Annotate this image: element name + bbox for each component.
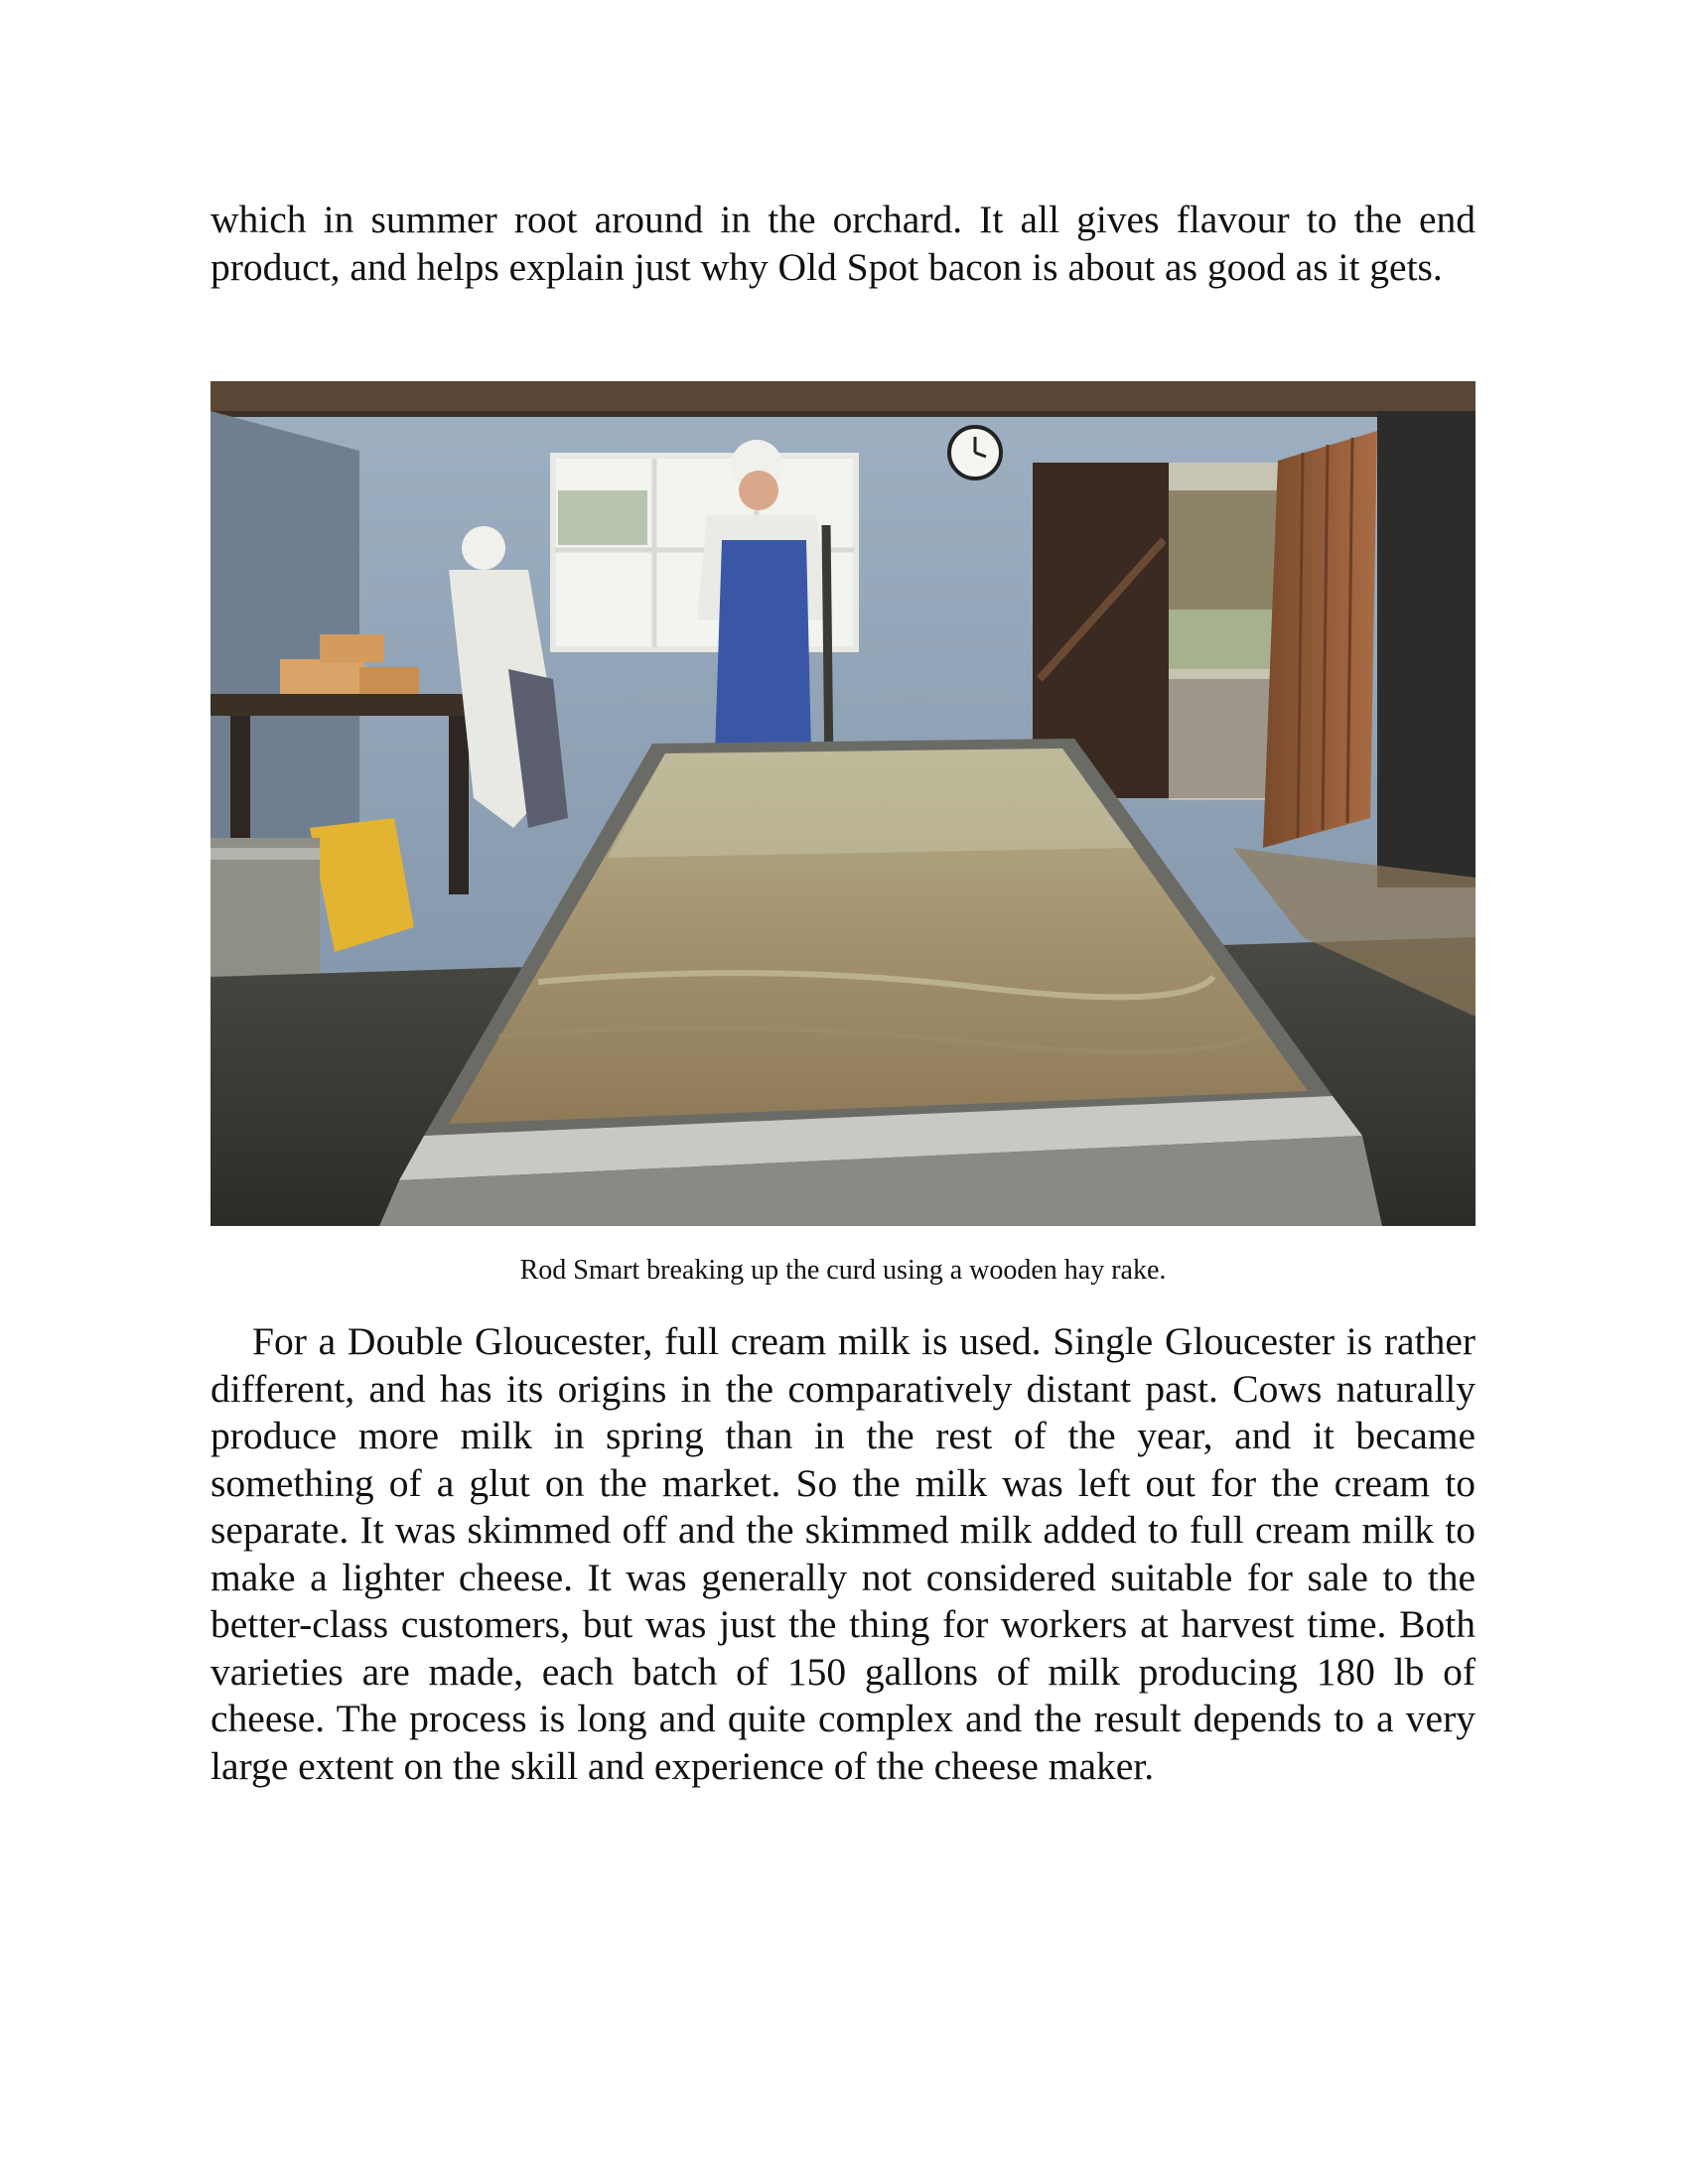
figure-caption: Rod Smart breaking up the curd using a wooden hay rake. [519,1255,1167,1286]
paragraph-bottom: For a Double Gloucester, full cream milk is used. Single Gloucester is rather different, and has its origins in the comparatively distant past. Cows naturally produce more milk in spring than in the rest of the year, and it became something of a glut on the market. So the milk was left out for the cream to separate. It was skimmed off and the skimmed milk added to full cream milk to make a lighter cheese. It was generally not considered suitable for sale to the better-class customers, but was just the thing for workers at harvest time. Both varieties are made, each batch of 150 gallons of milk producing 180 lb of cheese. The process is long and quite complex and the result depends to a very large extent on the skill and experience of the cheese maker. [211,1319,1476,1788]
cheese-making-photo [211,381,1476,1226]
paragraph-top: which in summer root around in the orchard. It all gives flavour to the end product, and helps explain just why Old Spot bacon is about as good as it gets. [211,198,1476,289]
